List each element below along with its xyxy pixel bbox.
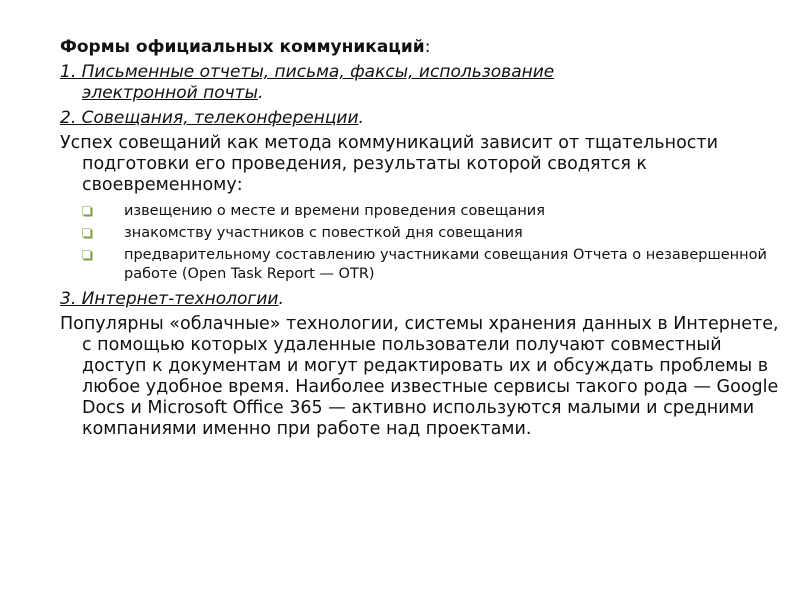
item2-period: . [358,108,364,128]
bullet-text: предварительному составлению участниками совещания Отчета о незавершенной работе (Open Task Report — OTR) [124,247,767,282]
bullet-text: извещению о месте и времени проведения совещания [124,203,545,219]
item1-line1: 1. Письменные отчеты, письма, факсы, использование [60,62,555,82]
item1-line2-wrap [60,83,782,104]
square-bullet-icon [82,250,91,259]
item1-period: . [258,83,264,103]
heading-colon: : [424,37,431,57]
item3-text: 3. Интернет-технологии [60,289,279,309]
item1-line2: электронной почты [82,83,258,103]
square-bullet-icon [82,206,91,215]
bullet-item [60,224,782,243]
internet-paragraph: Популярны «облачные» технологии, системы хранения данных в Интернете, с помощью которых удаленные пользователи получают совместный доступ к документам и могут редактировать их и обсуждать проблемы в любое удобное время. Наиболее известные сервисы такого рода — Google Docs и Microsoft Office 365 — активно используются малыми и средними компаниями именно при работе над проектами. [60,314,779,439]
bullet-item [60,202,782,221]
meetings-paragraph: Успех совещаний как метода коммуникаций зависит от тщательности подготовки его проведения, результаты которой сводятся к своевременному: [60,133,718,195]
bullet-item [60,246,782,284]
slide-heading [60,36,782,58]
list-item-written-reports [60,62,782,104]
list-item-meetings [60,108,782,129]
slide-content [60,36,782,446]
item2-text: 2. Совещания, телеконференции [60,108,359,128]
list-item-internet [60,289,782,310]
bullet-text: знакомству участников с повесткой дня совещания [124,225,523,241]
bullet-list [60,202,782,284]
square-bullet-icon [82,228,91,237]
heading-text: Формы официальных коммуникаций [60,37,425,57]
item3-period: . [278,289,284,309]
